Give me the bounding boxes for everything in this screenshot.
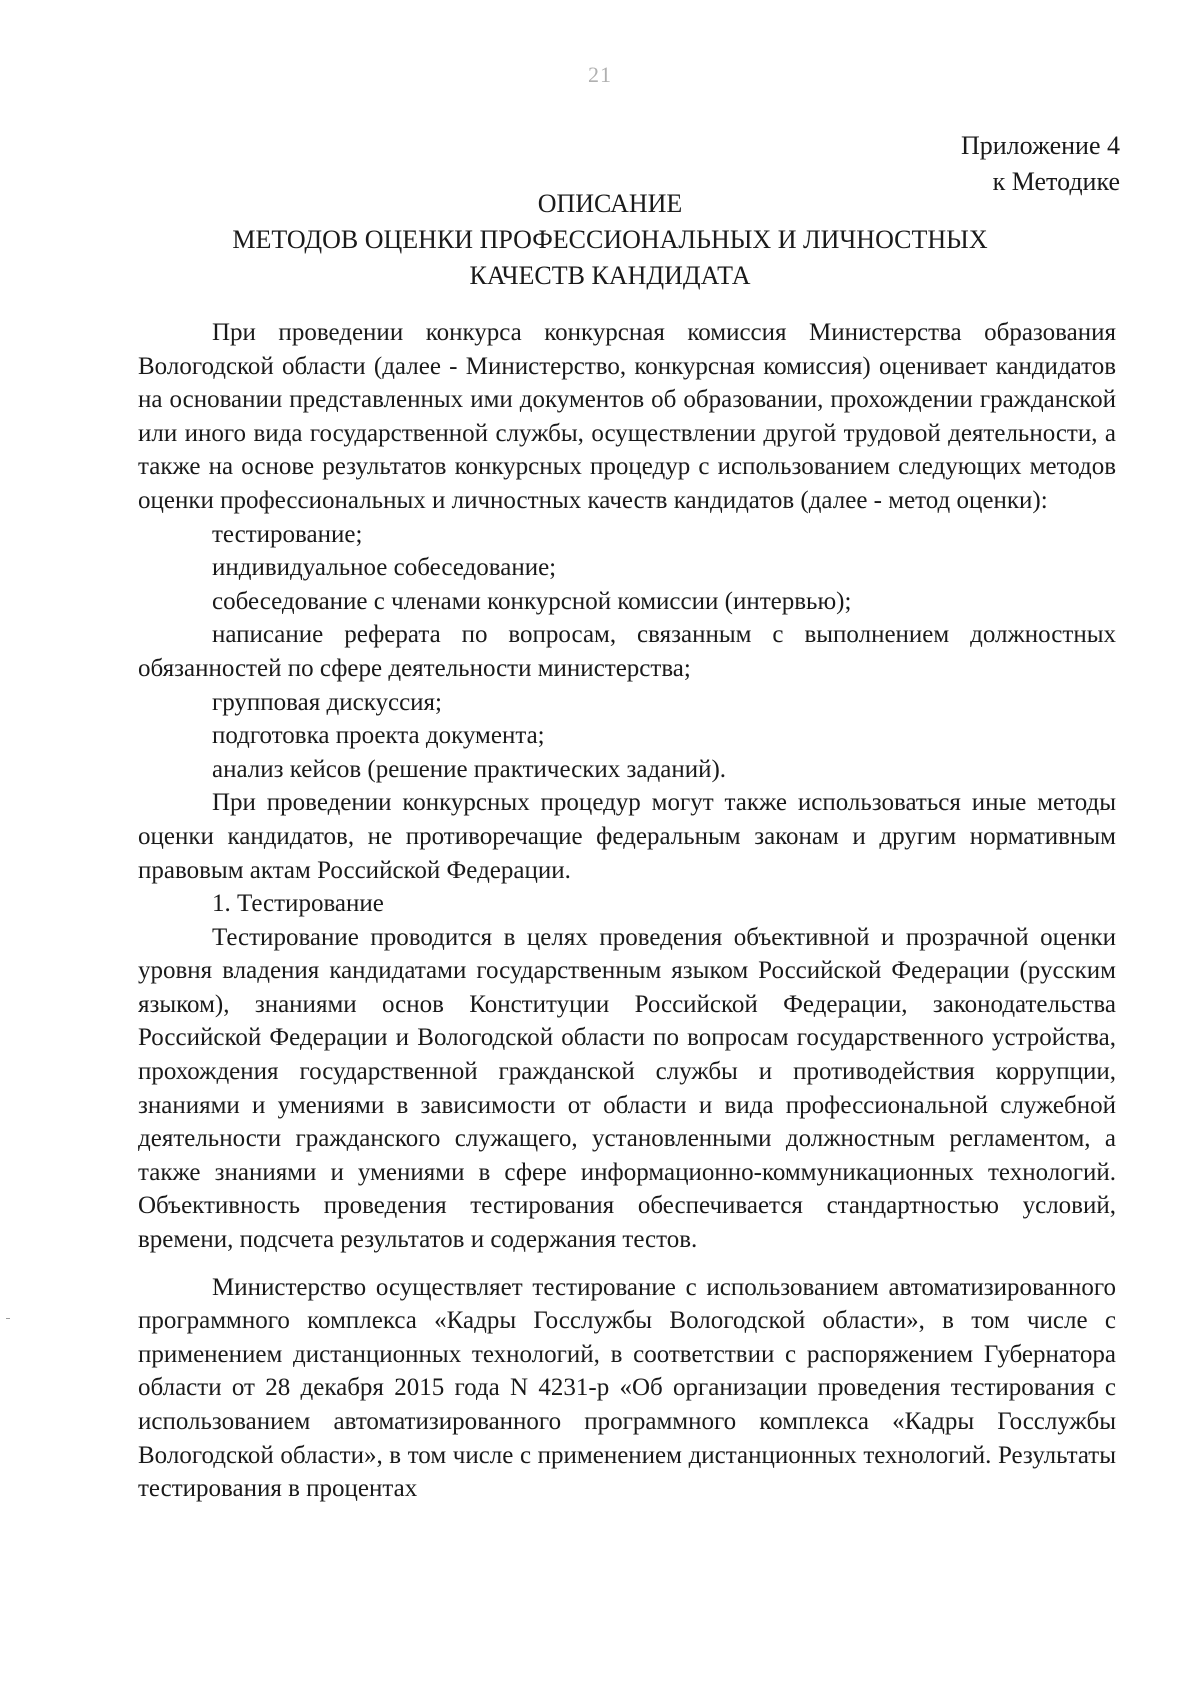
other-methods-paragraph: При проведении конкурсных процедур могут также использоваться иные методы оценки кандидатов, не противоречащие федеральным законам и другим нормативным правовым актам Российской Федерации. <box>138 789 1116 884</box>
scan-artifact-mark <box>6 1318 10 1319</box>
appendix-line-1: Приложение 4 <box>960 131 1120 160</box>
section-1-paragraph-2: Министерство осуществляет тестирование с использованием автоматизированного программного комплекса «Кадры Госслужбы Вологодской области», в том числе с применением дистанционных технологий, в соответствии с распоряжением Губернатора области от 28 декабря 2015 года N 4231-р «Об организации проведения тестирования с использованием автоматизированного программного комплекса «Кадры Госслужбы Вологодской области», в том числе с применением дистанционных технологий. Результаты тестирования в процентах <box>138 1273 1116 1503</box>
method-item-individual-interview: индивидуальное собеседование; <box>212 554 557 582</box>
title-line-2: МЕТОДОВ ОЦЕНКИ ПРОФЕССИОНАЛЬНЫХ И ЛИЧНОСТНЫХ <box>232 225 988 254</box>
page-number: 21 <box>588 62 612 87</box>
method-item-commission-interview: собеседование с членами конкурсной комиссии (интервью); <box>212 587 852 615</box>
title-line-3: КАЧЕСТВ КАНДИДАТА <box>469 261 751 290</box>
method-item-group-discussion: групповая дискуссия; <box>212 688 443 716</box>
section-1-heading: 1. Тестирование <box>212 890 384 918</box>
appendix-line-2: к Методике <box>992 167 1120 196</box>
title-line-1: ОПИСАНИЕ <box>537 189 683 218</box>
method-item-testing: тестирование; <box>212 520 363 548</box>
method-item-document-draft: подготовка проекта документа; <box>212 722 545 750</box>
method-item-case-analysis: анализ кейсов (решение практических заданий). <box>212 755 727 783</box>
method-item-essay: написание реферата по вопросам, связанным с выполнением должностных обязанностей по сфере деятельности министерства; <box>138 621 1116 682</box>
document-title <box>160 186 1060 294</box>
section-1-paragraph-1: Тестирование проводится в целях проведения объективной и прозрачной оценки уровня владения кандидатами государственным языком Российской Федерации (русским языком), знаниями основ Конституции Российской Федерации, законодательства Российской Федерации и Вологодской области по вопросам государственного устройства, прохождения государственной гражданской службы и противодействия коррупции, знаниями и умениями в зависимости от области и вида профессиональной служебной деятельности гражданского служащего, установленными должностным регламентом, а также знаниями и умениями в сфере информационно-коммуникационных технологий. Объективность проведения тестирования обеспечивается стандартностью условий, времени, подсчета результатов и содержания тестов. <box>138 923 1116 1254</box>
intro-paragraph: При проведении конкурса конкурсная комиссия Министерства образования Вологодской области (далее - Министерство, конкурсная комиссия) оценивает кандидатов на основании представленных ими документов об образовании, прохождении гражданской или иного вида государственной службы, осуществлении другой трудовой деятельности, а также на основе результатов конкурсных процедур с использованием следующих методов оценки профессиональных и личностных качеств кандидатов (далее - метод оценки): <box>138 319 1116 514</box>
document-body <box>138 316 1116 1506</box>
